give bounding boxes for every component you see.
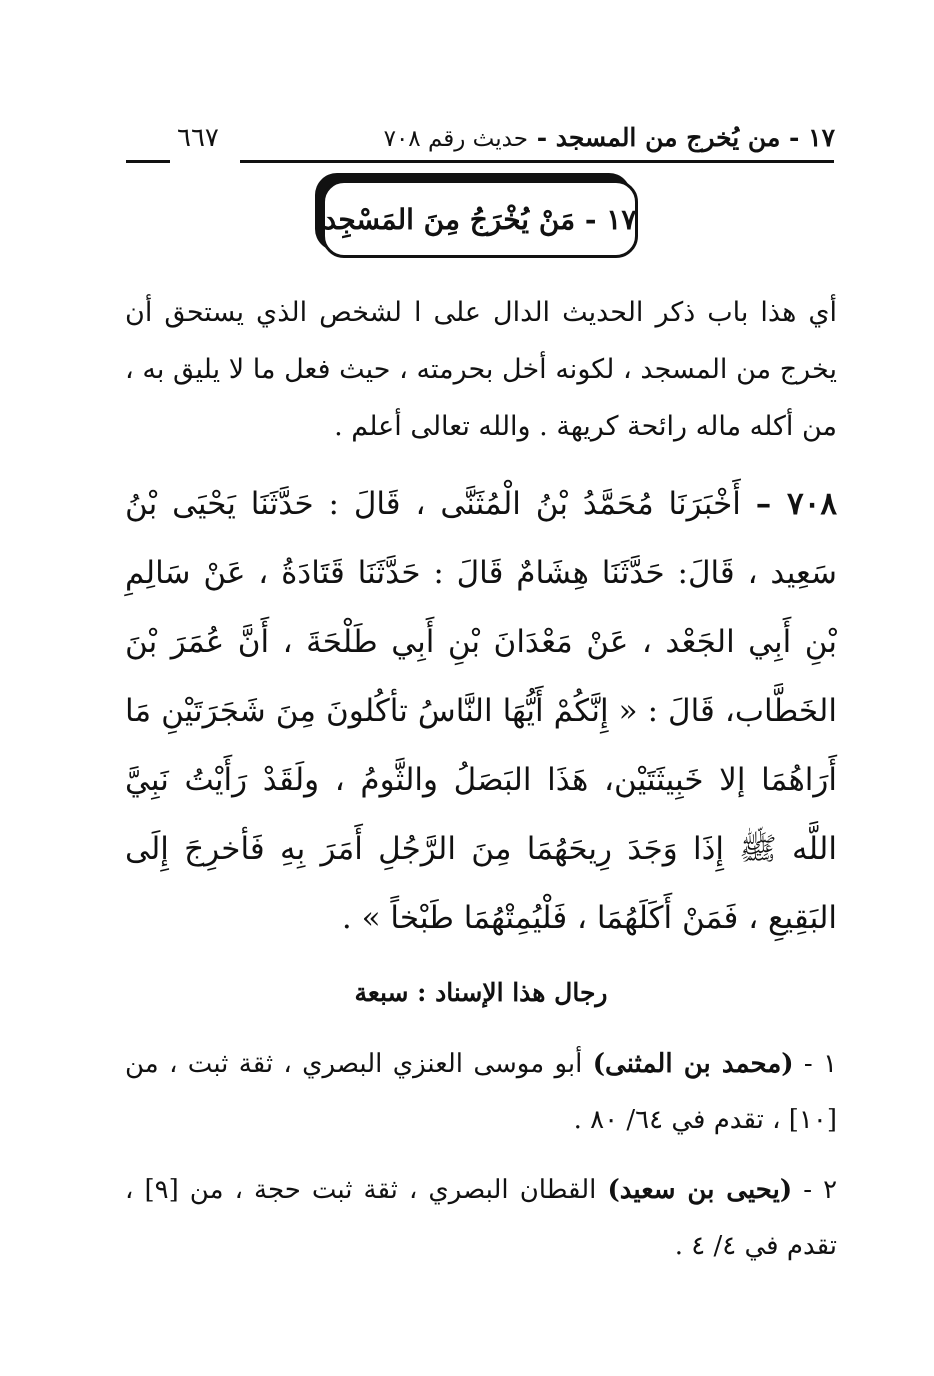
chapter-title-box — [322, 180, 638, 258]
narrator-text: القطان البصري ، ثقة ثبت حجة ، من [٩] ، تقدم في ٤/ ٤ . — [125, 1175, 837, 1261]
narrator-text: أبو موسى العنزي البصري ، ثقة ثبت ، من [١٠] ، تقدم في ٦٤/ ٨٠ . — [125, 1049, 837, 1135]
running-header-separator: - — [536, 123, 548, 152]
running-header-chapter — [384, 118, 835, 159]
running-header-hadith-ref: حديث رقم ٧٠٨ — [383, 126, 528, 152]
page-number: ٦٦٧ — [177, 123, 219, 153]
running-header — [125, 118, 835, 162]
hadith-text: أَخْبَرَنَا مُحَمَّدُ بْنُ الْمُثَنَّى ، قَالَ : حَدَّثَنَا يَحْيَى بْنُ سَعِيد ، قَالَ: حَدَّثَنَا هِشَامٌ قَالَ : حَدَّثَنَا قَتَادَةُ ، عَنْ سَالِمِ بْنِ أَبِي الجَعْد ، عَنْ مَعْدَانَ بْنِ أَبِي طَلْحَةَ ، أَنَّ عُمَرَ بْنَ الخَطَّاب، قَالَ : « إِنَّكُمْ أَيُّهَا النَّاسُ تأكُلونَ مِنَ شَجَرَتَيْنِ مَا أَرَاهُمَا إلا خَبِيثَتَيْن، هَذَا البَصَلُ والثَّومُ ، ولَقَدْ رَأَيْتُ نَبِيَّ اللَّه ﷺ إِذَا وَجَدَ رِيحَهُمَا مِنَ الرَّجُلِ أَمَرَ بِهِ فَأخرِجَ إِلَى البَقِيعِ ، فَمَنْ أَكَلَهُمَا ، فَلْيُمِتْهُمَا طَبْخاً » . — [125, 486, 837, 936]
hadith-paragraph — [125, 470, 837, 953]
header-rule — [240, 160, 834, 163]
header-rule-short — [126, 160, 170, 163]
narrator-name: (يحيى بن سعيد) — [607, 1175, 793, 1205]
narrator-name: (محمد بن المثنى) — [592, 1049, 794, 1079]
running-header-chapter-label: ١٧ - من يُخرج من المسجد — [555, 123, 835, 152]
intro-paragraph: أي هذا باب ذكر الحديث الدال على ا لشخص الذي يستحق أن يخرج من المسجد ، لكونه أخل بحرمته ، حيث فعل ما لا يليق به ، من أكله ماله رائحة كريهة . والله تعالى أعلم . — [125, 297, 837, 442]
narrator-number: ٢ - — [803, 1175, 838, 1205]
narrator-entry — [125, 1162, 837, 1274]
rijal-heading: رجال هذا الإسناد : سبعة — [354, 978, 608, 1007]
narrator-entry — [125, 1036, 837, 1148]
chapter-title: ١٧ - مَنْ يُخْرَجُ مِنَ المَسْجِد — [323, 202, 637, 236]
hadith-number: ٧٠٨ – — [755, 486, 837, 522]
narrator-number: ١ - — [803, 1049, 838, 1079]
